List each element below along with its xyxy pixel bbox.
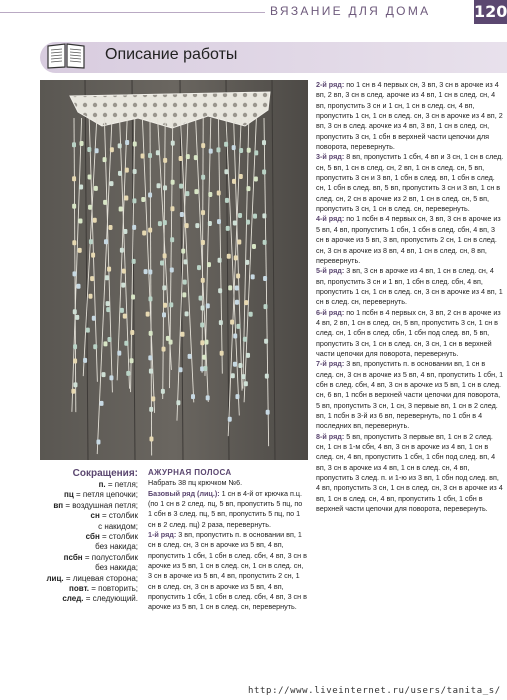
openwork-strip-heading: АЖУРНАЯ ПОЛОСА xyxy=(148,468,232,477)
glass-bead xyxy=(88,205,92,210)
glass-bead xyxy=(163,158,167,163)
glass-bead xyxy=(73,309,77,314)
abbreviation-key: пц xyxy=(63,490,74,500)
glass-bead xyxy=(148,193,152,198)
glass-bead xyxy=(217,219,221,224)
glass-bead xyxy=(79,184,83,189)
glass-bead xyxy=(181,249,185,254)
glass-bead xyxy=(120,308,124,313)
instruction-paragraph xyxy=(316,80,504,152)
glass-bead xyxy=(104,239,108,244)
glass-bead xyxy=(206,395,210,400)
glass-bead xyxy=(239,174,243,179)
middle-paragraphs xyxy=(148,478,308,612)
glass-bead xyxy=(119,207,123,212)
abbreviation-row xyxy=(40,542,138,552)
glass-bead xyxy=(179,367,183,372)
glass-bead xyxy=(157,183,161,188)
glass-bead xyxy=(232,179,236,184)
abbreviation-row xyxy=(40,511,138,521)
glass-bead xyxy=(142,230,146,235)
glass-bead xyxy=(141,154,145,159)
glass-bead xyxy=(218,258,222,263)
glass-bead xyxy=(148,296,152,301)
glass-bead xyxy=(118,171,122,176)
page-header xyxy=(0,0,507,26)
glass-bead xyxy=(252,244,256,249)
glass-bead xyxy=(201,240,205,245)
abbreviation-value: = петля; xyxy=(107,480,138,489)
glass-bead xyxy=(107,267,111,272)
glass-bead xyxy=(234,255,238,260)
glass-bead xyxy=(235,285,239,290)
glass-bead xyxy=(72,176,76,181)
abbreviation-row xyxy=(40,480,138,490)
row-text: по 1 псбн в 4 первых сн, 3 вп, 3 сн в арочке из 5 вп, 4 вп, пропустить 1 сбн, 1 сбн в след. сбн, 4 вп, 3 сн в арочке из 5 вп, 3 вп, пропустить 2 сн, 1 сн в след. сн, 3 сн в арочке из 8 вп, 4 вп, 1 сн в след. сн, 8 вп, перевернуть. xyxy=(316,214,501,265)
glass-bead xyxy=(266,410,270,415)
abbreviation-value: = лицевая сторона; xyxy=(65,573,138,583)
glass-bead xyxy=(169,302,173,307)
instruction-paragraph xyxy=(316,308,504,360)
glass-bead xyxy=(87,147,91,152)
glass-bead xyxy=(132,259,136,264)
glass-bead xyxy=(71,389,75,394)
glass-bead xyxy=(77,284,81,289)
glass-bead xyxy=(249,312,253,317)
glass-bead xyxy=(171,141,175,146)
glass-bead xyxy=(194,155,198,160)
curtain-photo xyxy=(40,80,308,460)
right-text-column xyxy=(316,80,504,514)
abbreviation-key: п. xyxy=(98,480,106,489)
glass-bead xyxy=(201,306,205,311)
glass-bead xyxy=(263,304,267,309)
glass-bead xyxy=(161,389,165,394)
instruction-paragraph xyxy=(148,489,308,530)
glass-bead xyxy=(207,262,211,267)
glass-bead xyxy=(149,436,153,441)
glass-bead xyxy=(238,363,242,368)
glass-bead xyxy=(233,220,237,225)
glass-bead xyxy=(96,439,100,444)
right-paragraphs xyxy=(316,80,504,514)
glass-bead xyxy=(109,225,113,230)
row-heading: 8-й ряд: xyxy=(316,431,345,441)
row-text: 5 вп, пропустить 3 первые вп, 1 сн в 2 след. сн, 1 сн в 1-м сбн, 4 вп, 3 сн в арочке из 4 вп, 1 сн в след. сн, 4 вп, пропустить 1 сбн, 1 сбн под след. вп, 4 вп, 3 сн в арочке из 4 вп, 1 сн в след. сн, 4 вп, пропустить 3 след. п. и 1-ю из 3 вп, 1 сбн под след. вп, 4 вп, пропустить 3 сн, 1 сн в след. сн, 3 сн в арочке из 4 вп, 1 сн в след. сн, 4 вп, пропустить 1 сбн, 1 сбн в верхней части цепочки для поворота, перевернуть. xyxy=(316,431,503,514)
glass-bead xyxy=(218,288,222,293)
glass-bead xyxy=(239,148,243,153)
glass-bead xyxy=(179,156,183,161)
glass-bead xyxy=(130,330,134,335)
abbreviation-row xyxy=(40,532,138,542)
glass-bead xyxy=(201,175,205,180)
glass-bead xyxy=(124,196,128,201)
glass-bead xyxy=(73,344,77,349)
glass-bead xyxy=(171,180,175,185)
glass-bead xyxy=(241,374,245,379)
glass-bead xyxy=(254,176,258,181)
glass-bead xyxy=(170,237,174,242)
glass-bead xyxy=(185,191,189,196)
glass-bead xyxy=(118,143,122,148)
glass-bead xyxy=(92,316,96,321)
glass-bead xyxy=(180,212,184,217)
row-text: 3 вп, пропустить п. в основании вп, 1 сн в след. сн, 3 сн в арочке из 5 вп, 4 вп, пропустить 1 сбн, 1 сбн в след. сбн, 4 вп, 3 сн в арочке из 5 вп, 1 сн в след. сн, 6 вп, 1 псбн в верхней части цепочки для поворота, 5 вп, пропустить 3 сн, 1 сн, 3 первые вп, 1 сн в 2 след. вп, 1 псбн в 3-й из 6 вп, перевернуть, по 1 сбн в 4 последних вп, перевернуть. xyxy=(316,359,504,431)
glass-bead xyxy=(202,355,206,360)
row-text: по 1 сн в 4 первых сн, 3 вп, 3 сн в арочке из 4 вп, 2 вп, 3 сн в след. арочке из 4 вп, 1 сн в след. сн, 4 вп, пропустить 3 сн и 1 сн, 1 сн в след. сн, 4 вп, пропустить 1 сн, 1 сн в след. сн, 3 сн в арочке из 4 вп, 2 вп, 3 сн в след. арочке из 4 вп, 3 вп, 1 сн в след. сн, пропустить 3 сн, 1 сбн в верхней части цепочки для поворота, перевернуть. xyxy=(316,80,503,152)
row-text: по 1 псбн в 4 первых сн, 3 вп, 2 сн в арочке из 4 вп, 2 вп, 1 сн в след. сн, 5 вп, пропустить 3 сн, 1 сн в след. сн, 1 сбн в след. сбн, 1 сбн под след. вп, 5 вп, пропустить 3 сн, 1 сн в след. сн, 3 сн, 1 сн в верхней части цепочки для поворота, перевернуть. xyxy=(316,307,501,358)
magazine-title: ВЯЗАНИЕ ДЛЯ ДОМА xyxy=(270,4,431,18)
glass-bead xyxy=(103,157,107,162)
glass-bead xyxy=(162,312,166,317)
glass-bead xyxy=(246,220,250,225)
glass-bead xyxy=(219,320,223,325)
glass-bead xyxy=(253,214,257,219)
glass-bead xyxy=(183,280,187,285)
glass-bead xyxy=(148,355,152,360)
abbreviation-key: сн xyxy=(90,511,100,521)
glass-bead xyxy=(208,192,212,197)
glass-bead xyxy=(194,189,198,194)
glass-bead xyxy=(125,140,129,145)
glass-bead xyxy=(220,351,224,356)
glass-bead xyxy=(149,369,153,374)
glass-bead xyxy=(180,332,184,337)
glass-bead xyxy=(144,269,148,274)
glass-bead xyxy=(209,149,213,154)
source-url: http://www.liveinternet.ru/users/tanita_s/ xyxy=(248,686,501,696)
glass-bead xyxy=(201,143,205,148)
row-text: 8 вп, пропустить 1 сбн, 4 вп и 3 сн, 1 сн в след. сн, 5 вп, 1 сн в след. сн, 2 вп, 1 сн в след. сн, 5 вп, пропустить 3 сн и 3 вп, 1 сбн в след. вп, 1 сбн в след. сн, 1 сбн в след. вп, 5 вп, пропустить 3 сн и 3 вп, 1 сн в след. сн, 2 сн в арочке из 2 вп, 1 сн в след. сн, 5 вп, пропустить 3 сн, 1 сн в след. сн, перевернуть. xyxy=(316,152,504,214)
glass-bead xyxy=(95,148,99,153)
glass-bead xyxy=(88,174,92,179)
glass-bead xyxy=(148,153,152,158)
glass-bead xyxy=(125,168,129,173)
glass-bead xyxy=(102,372,106,377)
glass-bead xyxy=(262,213,266,218)
glass-bead xyxy=(184,259,188,264)
glass-bead xyxy=(176,400,180,405)
instruction-paragraph xyxy=(316,214,504,266)
glass-bead xyxy=(80,141,84,146)
abbreviation-value: без накида; xyxy=(95,563,138,573)
glass-bead xyxy=(264,339,268,344)
row-heading: 5-й ряд: xyxy=(316,266,345,276)
abbreviation-row xyxy=(40,574,138,584)
glass-bead xyxy=(208,221,212,226)
abbreviation-row xyxy=(40,563,138,573)
glass-bead xyxy=(146,312,150,317)
instruction-paragraph xyxy=(316,359,504,431)
glass-bead xyxy=(231,373,235,378)
glass-bead xyxy=(109,375,113,380)
glass-bead xyxy=(217,190,221,195)
glass-bead xyxy=(158,221,162,226)
glass-bead xyxy=(110,147,114,152)
abbreviations-title: Сокращения: xyxy=(72,468,138,479)
glass-bead xyxy=(245,260,249,265)
glass-bead xyxy=(148,269,152,274)
glass-bead xyxy=(73,359,77,364)
glass-bead xyxy=(131,295,135,300)
glass-bead xyxy=(238,213,242,218)
glass-bead xyxy=(254,150,258,155)
row-text: Набрать 38 пц крючком №6. xyxy=(148,478,243,488)
abbreviation-key: псбн xyxy=(63,552,83,562)
glass-bead xyxy=(225,198,229,203)
row-text: 3 вп, пропустить п. в основании вп, 1 сн в след. сн, 3 сн в арочке из 5 вп, 4 вп, пропустить 1 сбн, 1 сбн в след. сбн, 4 вп, 3 сн в арочке из 5 вп, 1 сн в след. сн, 1 сн в след. сн, 3 сн в арочке из 5 вп, 4 вп, пропустить 2 сн, 1 сн в след. сн, 3 сн в арочке из 5 вп, 4 вп, пропустить 1 сбн, 1 сбн в след. сбн, 4 вп, 3 сн в арочке из 5 вп, 1 сн в след. сн, перевернуть. xyxy=(148,530,307,612)
glass-bead xyxy=(123,229,127,234)
open-book-icon xyxy=(46,40,86,70)
glass-bead xyxy=(265,374,269,379)
glass-bead xyxy=(149,407,153,412)
glass-bead xyxy=(91,253,95,258)
abbreviation-value: без накида; xyxy=(95,542,138,552)
glass-bead xyxy=(201,278,205,283)
glass-bead xyxy=(199,296,203,301)
glass-bead xyxy=(120,248,124,253)
abbreviation-value: = столбик xyxy=(102,532,138,542)
glass-bead xyxy=(206,303,210,308)
glass-bead xyxy=(89,294,93,299)
abbreviation-value: = столбик xyxy=(102,511,138,521)
glass-bead xyxy=(162,347,166,352)
glass-bead xyxy=(197,265,201,270)
glass-bead xyxy=(149,331,153,336)
glass-bead xyxy=(94,186,98,191)
glass-bead xyxy=(246,353,250,358)
abbreviation-row xyxy=(40,594,138,604)
glass-bead xyxy=(235,394,239,399)
glass-bead xyxy=(228,285,232,290)
glass-bead xyxy=(201,210,205,215)
glass-bead xyxy=(263,240,267,245)
glass-bead xyxy=(233,334,237,339)
glass-bead xyxy=(103,200,107,205)
abbreviation-value: = петля цепочки; xyxy=(75,490,138,500)
glass-bead xyxy=(188,354,192,359)
glass-bead xyxy=(117,351,121,356)
header-rule xyxy=(0,12,265,13)
row-heading: 3-й ряд: xyxy=(316,152,345,162)
glass-bead xyxy=(78,218,82,223)
abbreviation-row xyxy=(40,584,138,594)
abbreviation-row xyxy=(40,553,138,563)
glass-bead xyxy=(126,371,130,376)
abbreviation-key: лиц. xyxy=(46,573,64,583)
glass-bead xyxy=(106,301,110,306)
abbreviation-value: с накидом; xyxy=(98,521,138,531)
glass-bead xyxy=(163,220,167,225)
glass-bead xyxy=(237,240,241,245)
abbreviation-key: повт. xyxy=(69,584,90,594)
glass-bead xyxy=(160,260,164,265)
glass-bead xyxy=(224,169,228,174)
beaded-curtain-image xyxy=(40,80,308,460)
section-title: Описание работы xyxy=(105,46,238,63)
glass-bead xyxy=(244,300,248,305)
glass-bead xyxy=(263,276,267,281)
glass-bead xyxy=(163,303,167,308)
glass-bead xyxy=(228,417,232,422)
glass-bead xyxy=(262,140,266,145)
instruction-paragraph xyxy=(148,478,308,488)
glass-bead xyxy=(124,341,128,346)
instruction-paragraph xyxy=(148,530,308,613)
row-heading: Базовый ряд (лиц.): xyxy=(148,488,220,498)
glass-bead xyxy=(130,358,134,363)
abbreviations-box xyxy=(40,468,138,605)
instruction-paragraph xyxy=(316,432,504,515)
glass-bead xyxy=(246,186,250,191)
glass-bead xyxy=(141,197,145,202)
glass-bead xyxy=(122,269,126,274)
abbreviation-value: = следующий. xyxy=(85,594,138,604)
glass-bead xyxy=(93,218,97,223)
glass-bead xyxy=(236,273,240,278)
glass-bead xyxy=(169,340,173,345)
glass-bead xyxy=(162,285,166,290)
glass-bead xyxy=(200,322,204,327)
abbreviations-list xyxy=(40,480,138,605)
glass-bead xyxy=(103,341,107,346)
glass-bead xyxy=(227,254,231,259)
glass-bead xyxy=(156,150,160,155)
row-heading: 2-й ряд: xyxy=(316,80,345,89)
glass-bead xyxy=(170,267,174,272)
abbreviation-value: = повторить; xyxy=(91,584,138,594)
glass-bead xyxy=(163,253,167,258)
glass-bead xyxy=(185,223,189,228)
glass-bead xyxy=(133,142,137,147)
glass-bead xyxy=(182,292,186,297)
glass-bead xyxy=(83,358,87,363)
glass-bead xyxy=(121,283,125,288)
glass-bead xyxy=(72,240,76,245)
abbreviation-row xyxy=(40,490,138,500)
glass-bead xyxy=(204,340,208,345)
glass-bead xyxy=(235,300,239,305)
glass-bead xyxy=(72,142,76,147)
abbreviation-row xyxy=(40,501,138,511)
glass-bead xyxy=(226,226,230,231)
glass-bead xyxy=(89,239,93,244)
glass-bead xyxy=(244,381,248,386)
glass-bead xyxy=(179,184,183,189)
glass-bead xyxy=(93,344,97,349)
glass-bead xyxy=(78,248,82,253)
glass-bead xyxy=(86,328,90,333)
glass-bead xyxy=(247,148,251,153)
glass-bead xyxy=(105,275,109,280)
glass-bead xyxy=(224,142,228,147)
instruction-paragraph xyxy=(316,152,504,214)
glass-bead xyxy=(243,337,247,342)
glass-bead xyxy=(216,147,220,152)
glass-bead xyxy=(107,337,111,342)
abbreviation-value: = воздушная петля; xyxy=(65,500,138,510)
glass-bead xyxy=(151,396,155,401)
glass-bead xyxy=(236,324,240,329)
glass-bead xyxy=(109,181,113,186)
glass-bead xyxy=(72,271,76,276)
row-heading: 6-й ряд: xyxy=(316,307,345,317)
glass-bead xyxy=(133,169,137,174)
glass-bead xyxy=(163,185,167,190)
glass-bead xyxy=(186,154,190,159)
glass-bead xyxy=(90,276,94,281)
row-heading: 1-й ряд: xyxy=(148,530,177,540)
glass-bead xyxy=(100,401,104,406)
glass-bead xyxy=(75,315,79,320)
abbreviation-value: = полустолбик xyxy=(84,552,138,562)
page-number: 120 xyxy=(474,0,507,24)
glass-bead xyxy=(195,223,199,228)
glass-bead xyxy=(123,314,127,319)
glass-bead xyxy=(233,362,237,367)
glass-bead xyxy=(132,225,136,230)
glass-bead xyxy=(132,198,136,203)
glass-bead xyxy=(203,366,207,371)
row-heading: 4-й ряд: xyxy=(316,214,345,224)
abbreviation-key: вп xyxy=(53,500,64,510)
row-text: 1 сн в 4-й от крючка п.ц. (по 1 сн в 2 след. пц, 5 вп, пропустить 5 пц, по 1 сбн в 3 след. пц, 5 вп, пропустить 5 пц, по 1 сн в 2 след. пц) 2 раза, перевернуть. xyxy=(148,488,303,529)
abbreviation-row xyxy=(40,522,138,532)
row-heading: 7-й ряд: xyxy=(316,359,345,369)
glass-bead xyxy=(230,320,234,325)
glass-bead xyxy=(191,394,195,399)
glass-bead xyxy=(232,145,236,150)
glass-bead xyxy=(185,311,189,316)
glass-bead xyxy=(262,169,266,174)
glass-bead xyxy=(251,274,255,279)
glass-bead xyxy=(148,228,152,233)
instruction-paragraph xyxy=(316,266,504,307)
abbreviation-key: сбн xyxy=(85,532,100,542)
glass-bead xyxy=(73,382,77,387)
abbreviation-key: след. xyxy=(62,594,84,604)
glass-bead xyxy=(72,204,76,209)
glass-bead xyxy=(170,206,174,211)
glass-bead xyxy=(106,307,110,312)
middle-text-column xyxy=(148,468,308,613)
row-text: 3 вп, 3 сн в арочке из 4 вп, 1 сн в след. сн, 4 вп, пропустить 3 сн и 1 вп, 1 сбн в след. сбн, 4 вп, пропустить 1 сн, 1 сн в след. сн, 3 сн в арочке из 4 вп, 1 сн в след. сн, перевернуть. xyxy=(316,266,503,307)
glass-bead xyxy=(200,340,204,345)
